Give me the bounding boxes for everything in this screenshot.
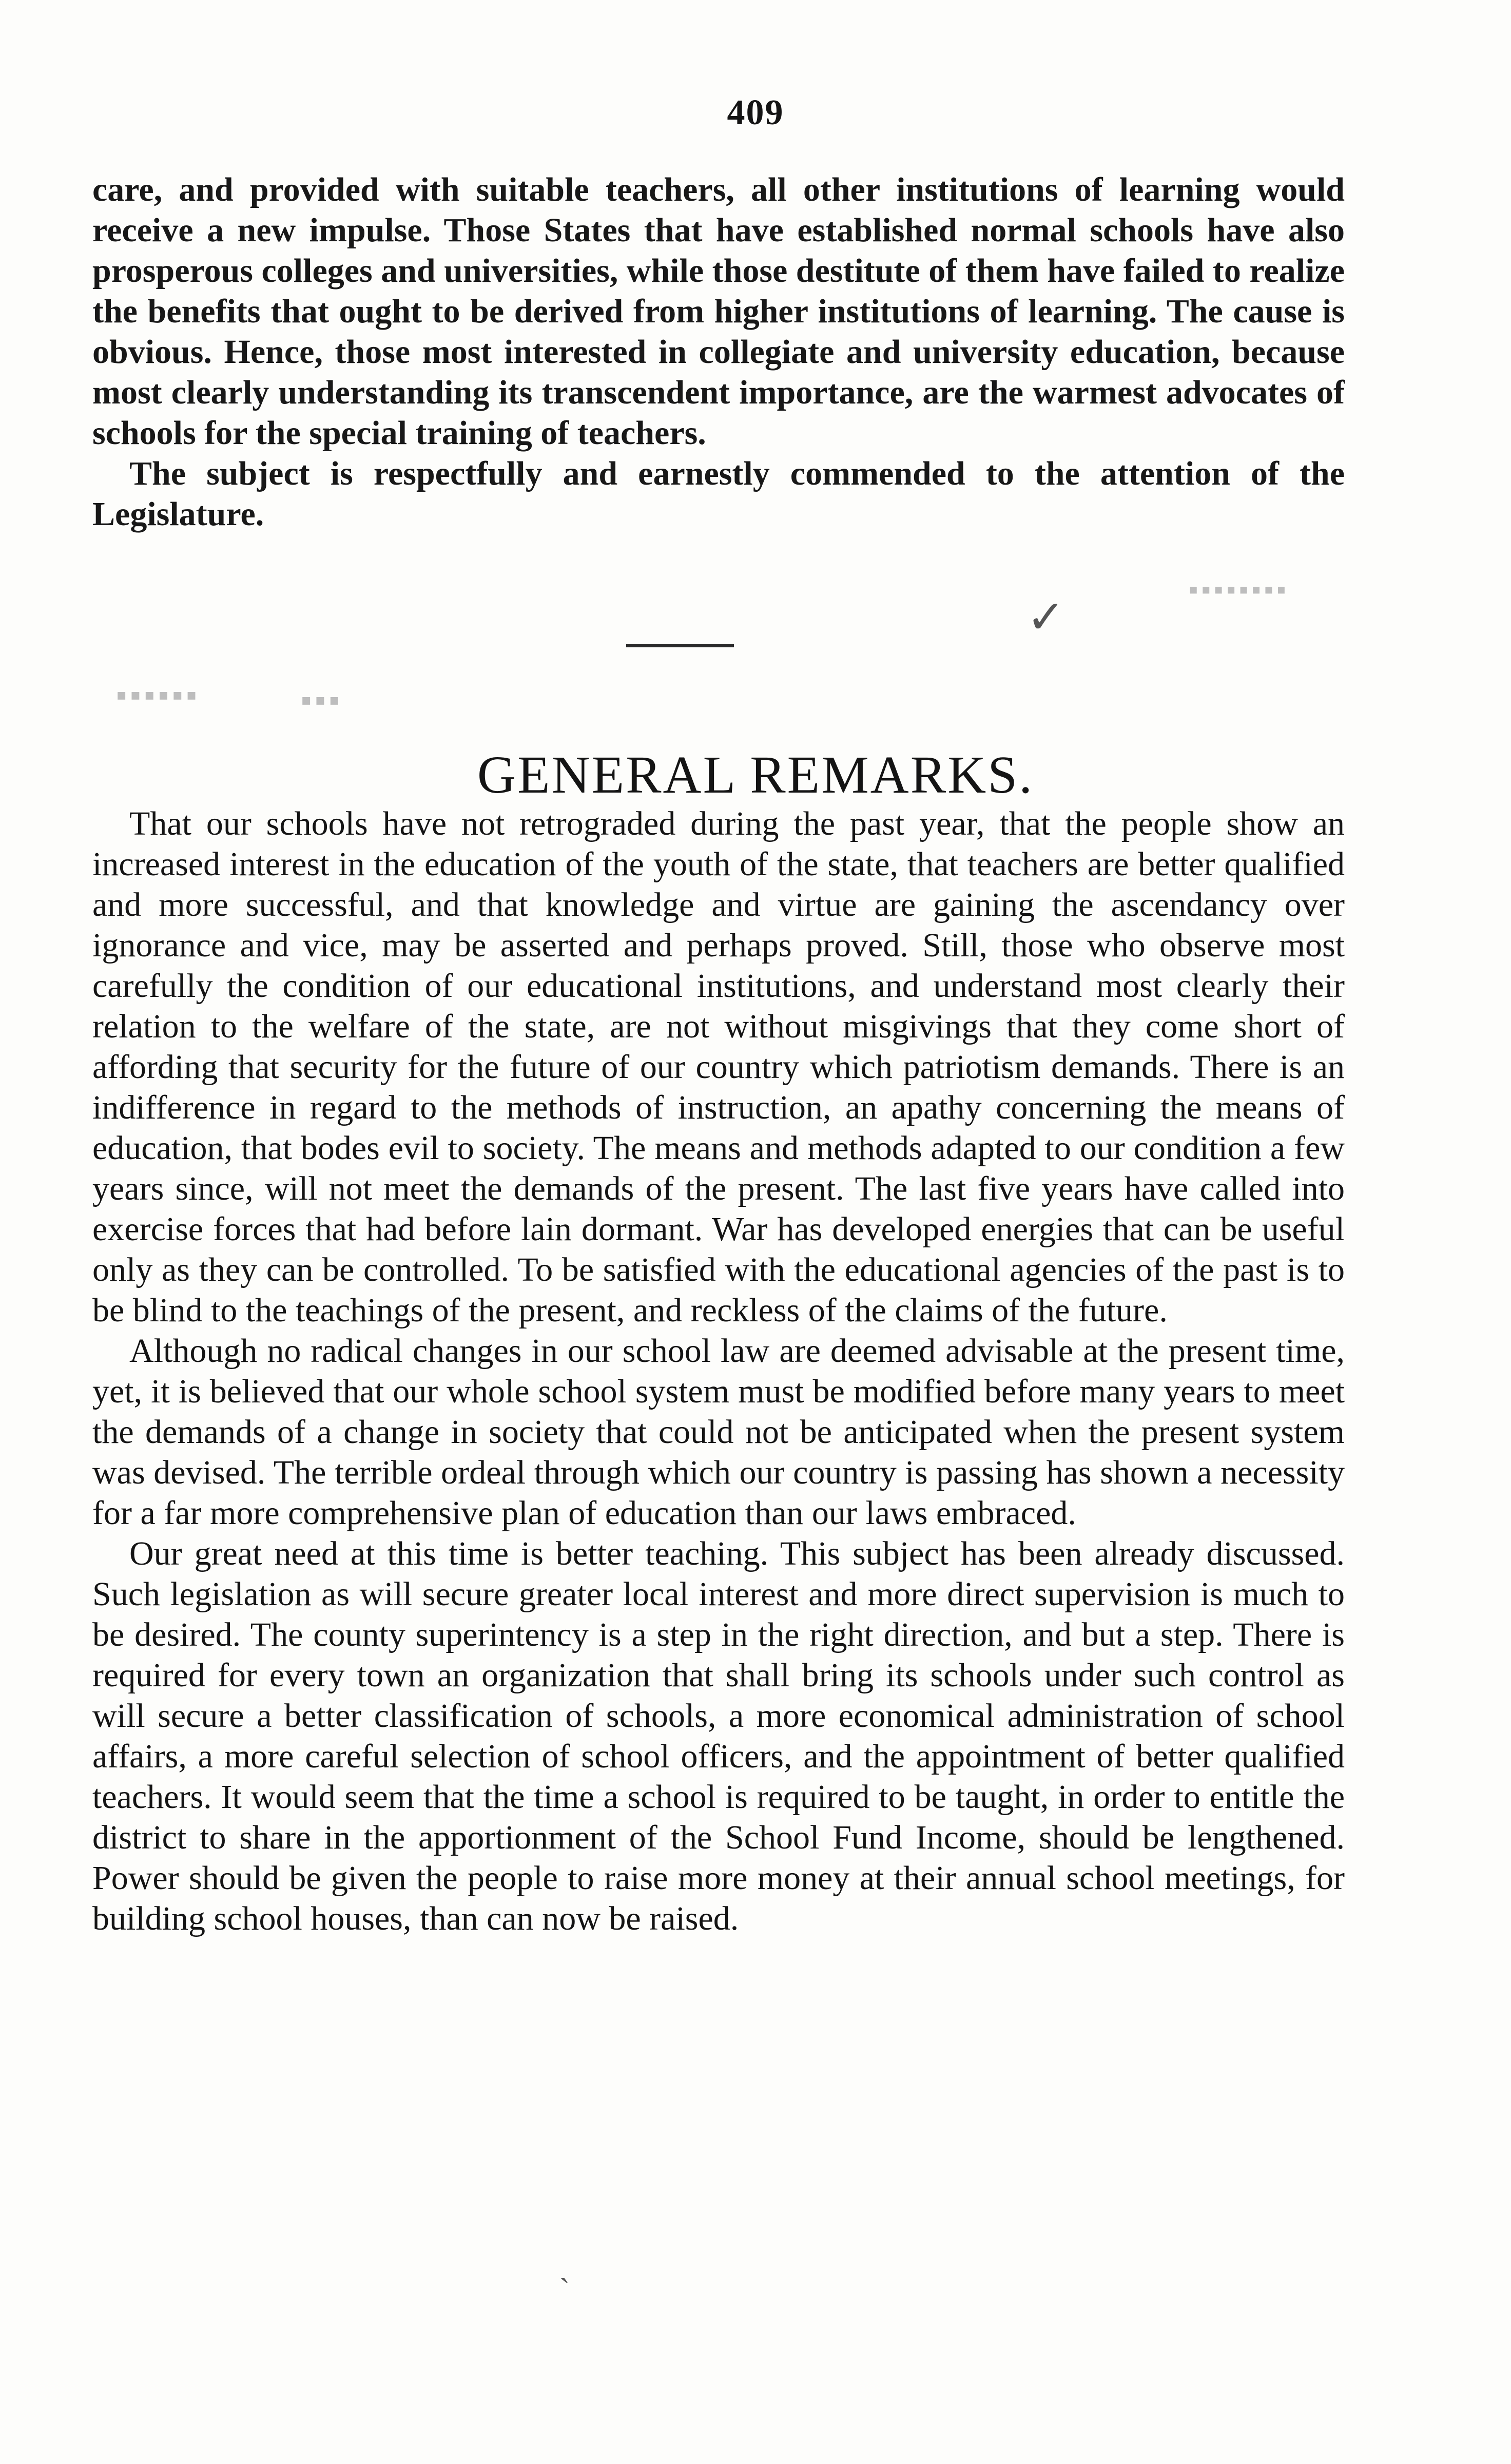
bleed-through-text: ▪▪▪ bbox=[298, 683, 340, 717]
bleed-through-text: ▪▪▪▪▪▪▪▪ bbox=[1186, 575, 1286, 605]
body-paragraph: Our great need at this time is better teaching. This subject has been already discussed. Such legislation as will secure greater local interest and more direct supervision is much to be desired. The county superintency is a step in the right direction, and but a step. There is required for every town an organization that shall bring its schools under such control as will secure a better classification of schools, a more economical administration of school affairs, a more careful selection of school officers, and the appointment of better qualified teachers. It would seem that the time a school is required to be taught, in order to entitle the district to share in the apportionment of the School Fund Income, should be lengthened. Power should be given the people to raise more money at their annual school meetings, for building school houses, than can now be raised. bbox=[92, 1535, 1345, 1937]
general-remarks-body bbox=[92, 803, 1345, 1939]
continued-section bbox=[92, 169, 1345, 534]
continued-paragraph: care, and provided with suitable teachers, all other institutions of learning would receive a new impulse. Those States that have established normal schools have also prosperous colleges and universities, while those destitute of them have failed to realize the benefits that ought to be derived from higher institutions of learning. The cause is obvious. Hence, those most interested in collegiate and university education, because most clearly understanding its transcendent importance, are the warmest advocates of schools for the special training of teachers. bbox=[92, 171, 1345, 452]
pen-mark: ✓ bbox=[1026, 592, 1066, 643]
section-heading: GENERAL REMARKS. bbox=[477, 745, 1034, 804]
section-divider bbox=[626, 644, 734, 647]
page-number: 409 bbox=[727, 93, 784, 132]
bleed-through-text: ▪▪▪▪▪▪ bbox=[113, 678, 197, 712]
commendation-paragraph: The subject is respectfully and earnestly commended to the attention of the Legislature. bbox=[92, 455, 1345, 533]
pen-mark: ˎ bbox=[559, 2249, 570, 2283]
body-paragraph: That our schools have not retrograded during the past year, that the people show an increased interest in the education of the youth of the state, that teachers are better qualified and more successful, and that knowledge and virtue are gaining the ascendancy over ignorance and vice, may be asserted and perhaps proved. Still, those who observe most carefully the condition of our educational institutions, and understand most clearly their relation to the welfare of the state, are not without misgivings that they come short of affording that security for the future of our country which patriotism demands. There is an indifference in regard to the methods of instruction, an apathy concerning the means of education, that bodes evil to society. The means and methods adapted to our condition a few years since, will not meet the demands of the present. The last five years have called into exercise forces that had before lain dormant. War has developed energies that can be useful only as they can be controlled. To be satisfied with the educational agencies of the past is to be blind to the teachings of the present, and reckless of the claims of the future. bbox=[92, 805, 1345, 1329]
body-paragraph: Although no radical changes in our school law are deemed advisable at the present time, yet, it is believed that our whole school system must be modified before many years to meet the demands of a change in society that could not be anticipated when the present system was devised. The terrible ordeal through which our country is passing has shown a necessity for a far more comprehensive plan of education than our laws embraced. bbox=[92, 1332, 1345, 1532]
